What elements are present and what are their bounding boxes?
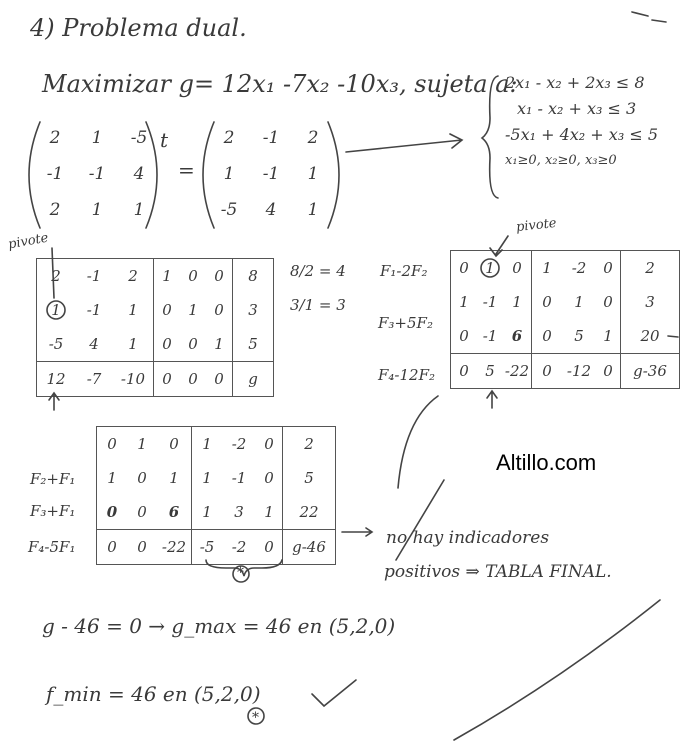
row-operation: F₄-5F₁ (28, 538, 76, 556)
tableau-cell: 3 (248, 301, 258, 319)
check-mark (312, 680, 356, 706)
tableau-cell: 1 (202, 469, 212, 487)
tableau-cell: -1 (86, 301, 102, 319)
tableau-cell: 1 (574, 293, 584, 311)
paren (146, 122, 157, 228)
tableau-cell: 20 (640, 327, 660, 345)
tableau-cell: 0 (256, 530, 283, 565)
tableau-cell: 0 (542, 327, 552, 345)
tableau-cell: 1 (459, 293, 469, 311)
pen-stroke (398, 396, 438, 488)
equals-sign: = (178, 158, 195, 182)
tableau-cell: 0 (451, 354, 478, 389)
tableau-cell: 3 (234, 503, 244, 521)
tableau-cell: 1 (162, 267, 172, 285)
paren (203, 122, 214, 228)
pivot-circle (47, 301, 65, 319)
tableau-cell: 5 (574, 327, 584, 345)
tableau-cell: 3 (645, 293, 655, 311)
row-operation: F₂+F₁ (30, 470, 76, 488)
tableau-cell: 5 (248, 335, 258, 353)
tableau-cell: 0 (106, 503, 118, 521)
pivot-circle (481, 259, 499, 277)
ratio: 8/2 = 4 (290, 262, 346, 280)
pointer (52, 248, 54, 298)
constraint: 2x₁ - x₂ + 2x₃ ≤ 8 (505, 73, 645, 92)
tableau-cell: -1 (231, 469, 247, 487)
tableau-cell: 1 (51, 301, 61, 319)
transpose-mark: t (160, 128, 169, 152)
brace (482, 76, 498, 198)
pivote-label: pivote (515, 215, 558, 236)
tableau-cell: 1 (542, 259, 552, 277)
matrix-cell: -5 (220, 200, 238, 220)
row-operation: F₁-2F₂ (380, 262, 428, 280)
tableau-cell: 5 (477, 354, 503, 389)
matrix-cell: 4 (265, 200, 277, 220)
tableau-cell: 1 (113, 327, 154, 362)
tableau-cell: -1 (482, 293, 498, 311)
tableau-cell: 0 (137, 503, 147, 521)
star-mark: * (252, 710, 259, 726)
paren (29, 122, 40, 228)
matrix-cell: 1 (133, 200, 145, 220)
matrix-cell: -1 (262, 164, 280, 184)
watermark: Altillo.com (496, 450, 597, 475)
tableau-cell: 0 (162, 301, 172, 319)
tableau-cell: 0 (596, 285, 621, 319)
tableau-cell: -7 (75, 362, 113, 397)
tableau-cell: 0 (256, 461, 283, 495)
problem-title: 4) Problema dual. (30, 14, 247, 42)
tableau-cell: 0 (188, 267, 198, 285)
result-g: g - 46 = 0 → g_max = 46 en (5,2,0) (42, 614, 396, 638)
objective-function: Maximizar g= 12x₁ -7x₂ -10x₃, sujeta a: (42, 70, 518, 98)
matrix-cell: -1 (46, 164, 64, 184)
result-f: f_min = 46 en (5,2,0) (46, 682, 261, 706)
constraint: x₁ - x₂ + x₃ ≤ 3 (517, 99, 637, 118)
tableau-cell: 0 (542, 293, 552, 311)
tableau-cell: 0 (532, 354, 563, 389)
tableau-cell: 2 (304, 435, 314, 453)
star-circle (248, 708, 264, 724)
tableau-cell: 0 (157, 427, 192, 462)
pen-stroke (454, 600, 660, 740)
tableau-cell: 0 (180, 362, 206, 397)
tableau-cell: 1 (256, 495, 283, 530)
tableau-cell: 1 (206, 327, 233, 362)
tableau-cell: g-46 (283, 530, 336, 565)
matrix-cell: -1 (88, 164, 106, 184)
constraint: -5x₁ + 4x₂ + x₃ ≤ 5 (505, 125, 658, 144)
tableau-cell: 0 (596, 251, 621, 286)
tableau-cell: 1 (107, 469, 117, 487)
tableau-cell: 0 (162, 335, 172, 353)
pointer (490, 236, 508, 256)
tableau-cell: 1 (137, 435, 147, 453)
tableau-cell: -5 (192, 530, 223, 565)
tableau-cell: 1 (202, 435, 212, 453)
tableau-cell: 0 (188, 335, 198, 353)
up-arrow (49, 393, 59, 410)
matrix-cell: 2 (307, 128, 319, 148)
dash (668, 336, 678, 337)
tableau-cell: 0 (206, 293, 233, 327)
underbrace (206, 560, 282, 576)
pivote-label: pivote (7, 230, 50, 253)
final-note: no hay indicadores (386, 528, 550, 548)
tableau-cell: 1 (188, 301, 198, 319)
tableau-cell: 0 (596, 354, 621, 389)
tableau-cell: 0 (206, 362, 233, 397)
tableau-cell: 5 (304, 469, 314, 487)
tableau-cell: 12 (37, 362, 76, 397)
tableau-cell: 1 (157, 461, 192, 495)
paren (328, 122, 339, 228)
matrix-cell: 2 (49, 128, 61, 148)
tableau-cell: -2 (222, 530, 256, 565)
row-operation: F₃+5F₂ (378, 314, 433, 332)
matrix-cell: -1 (262, 128, 280, 148)
matrix-cell: 1 (307, 164, 319, 184)
tableau-cell: -2 (571, 259, 587, 277)
tableau-cell: 0 (206, 259, 233, 294)
arrow (342, 528, 372, 536)
tableau-cell: g (233, 362, 274, 397)
tableau-cell: 0 (137, 469, 147, 487)
star-circle (233, 566, 249, 582)
pen-stroke (396, 480, 444, 560)
tableau-cell: -1 (482, 327, 498, 345)
matrix-cell: 2 (49, 200, 61, 220)
tableau-cell: 6 (157, 495, 192, 530)
tableau-cell: 0 (256, 427, 283, 462)
tableau-cell: -12 (562, 354, 596, 389)
matrix-cell: 1 (307, 200, 319, 220)
ratio: 3/1 = 3 (290, 296, 346, 314)
matrix-cell: 1 (223, 164, 235, 184)
pen-stroke (632, 12, 666, 22)
final-note: positivos ⇒ TABLA FINAL. (384, 562, 612, 582)
tableau-cell: -22 (503, 354, 532, 389)
tableau-cell: 0 (459, 327, 469, 345)
tableau-cell: 1 (113, 293, 154, 327)
tableau-cell: -5 (48, 335, 64, 353)
tableau-cell: 0 (127, 530, 157, 565)
tableau-cell: 0 (154, 362, 181, 397)
tableau-cell: 4 (89, 335, 99, 353)
tableau-cell: 2 (51, 267, 61, 285)
tableau-cell: 1 (596, 319, 621, 354)
tableau-cell: -2 (231, 435, 247, 453)
tableau-cell: 0 (503, 251, 532, 286)
tableau-cell: -22 (157, 530, 192, 565)
matrix-cell: 1 (91, 128, 103, 148)
matrix-cell: 1 (91, 200, 103, 220)
matrix-cell: 4 (133, 164, 145, 184)
tableau-cell: g-36 (621, 354, 680, 389)
tableau-cell: -1 (86, 267, 102, 285)
up-arrow (487, 391, 497, 408)
tableau-cell: 1 (202, 503, 212, 521)
tableau-cell: 0 (107, 435, 117, 453)
tableau-cell: 8 (248, 267, 258, 285)
star-mark: * (237, 565, 244, 581)
tableau-cell: -10 (113, 362, 154, 397)
tableau-cell: 22 (299, 503, 319, 521)
tableau-cell: 2 (113, 259, 154, 294)
tableau-cell: 0 (459, 259, 469, 277)
tableau-cell: 1 (503, 285, 532, 319)
tableau-cell: 0 (97, 530, 128, 565)
tableau-cell: 2 (645, 259, 655, 277)
tableau-cell: 1 (485, 259, 495, 277)
matrix-cell: -5 (130, 128, 148, 148)
arrow (346, 134, 462, 152)
matrix-cell: 2 (223, 128, 235, 148)
constraint: x₁≥0, x₂≥0, x₃≥0 (505, 153, 617, 168)
row-operation: F₃+F₁ (30, 502, 76, 520)
row-operation: F₄-12F₂ (378, 366, 435, 384)
tableau-cell: 6 (503, 319, 532, 354)
